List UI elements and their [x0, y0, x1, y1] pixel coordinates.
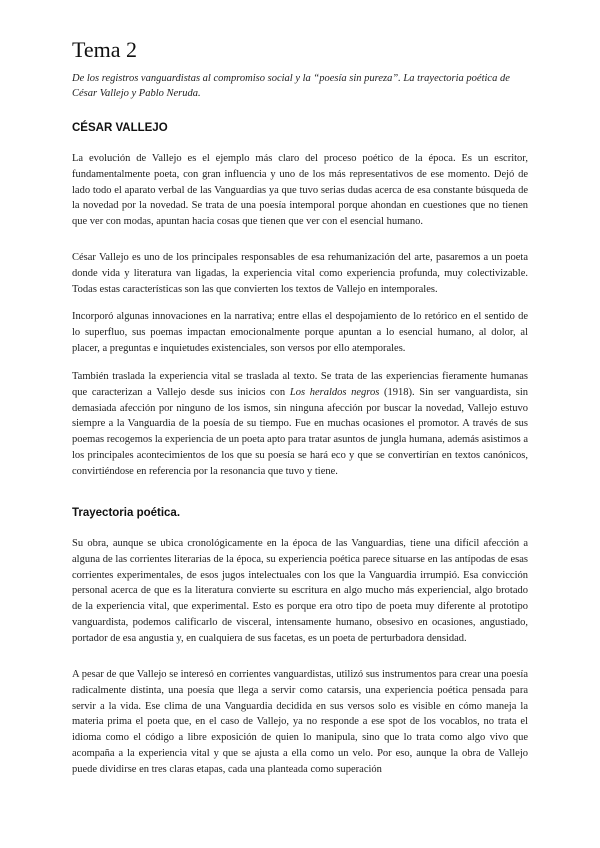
document-title: Tema 2 — [72, 37, 138, 62]
paragraph-4-text-b: (1918). Sin ser vanguardista, sin demasiada afección por ninguno de los ismos, sin ninguna afección por buscar la novedad, Vallejo estuvo siempre a la Vanguardia de la poesía de su tiempo. Fue en muchas ocasiones el promotor. A través de sus poemas recogemos la experiencia de un poeta apto para tratar asuntos de jungla humana, además asistimos a los principales acontecimientos de los que su poesía se hará eco y que se convertirían en textos canónicos, convirtiéndose en referencia por la resonancia que tuvo y tiene. — [72, 386, 529, 477]
paragraph-1: La evolución de Vallejo es el ejemplo más claro del proceso poético de la época. Es un escritor, fundamentalmente poeta, con gran influencia y uno de los más representativos de ese momento. Dejó de lado todo el aparato verbal de las Vanguardias ya que tuvo serias dudas acerca de esa constante búsqueda de la novedad por la novedad. Se trata de una poesía intemporal porque ahondan en cuestiones que no tienen que ver con modas, apuntan hacia cosas que tienen que ver con el esencial humano. — [72, 153, 528, 228]
paragraph-4 — [72, 369, 528, 480]
section-heading-trayectoria: Trayectoria poética. — [72, 507, 181, 519]
paragraph-5: Su obra, aunque se ubica cronológicamente en la época de las Vanguardias, tiene una difícil afección a alguna de las corrientes literarias de la época, su experiencia poética parece situarse en las antípodas de esas corrientes experimentales, de esos jugos intelectuales con los que la Vanguardia irrumpió. Esa convicción personal acerca de que es la literatura convierte su escritura en algo mucho más experiencial, algo brotado de la experiencia vital, que experimental. Esto es porque era otro tipo de poeta muy diferente al prototipo vanguardista, podemos calificarlo de visceral, intensamente humano, obsesivo en ocasiones, angustiado, portador de esa angustia y, en cualquiera de sus facetas, es un poeta de perturbadora densidad. — [72, 538, 528, 644]
section-heading-cesar-vallejo: CÉSAR VALLEJO — [72, 122, 168, 134]
paragraph-3: Incorporó algunas innovaciones en la narrativa; entre ellas el despojamiento de lo retórico en el sentido de lo superfluo, sus poemas impactan emocionalmente porque apuntan a lo esencial humano, al dolor, al placer, a preguntas e inquietudes existenciales, son versos por ello atemporales. — [72, 311, 528, 354]
document-subtitle: De los registros vanguardistas al compromiso social y la “poesía sin pureza”. La trayectoria poética de César Vallejo y Pablo Neruda. — [72, 73, 510, 99]
paragraph-6: A pesar de que Vallejo se interesó en corrientes vanguardistas, utilizó sus instrumentos para crear una poesía radicalmente distinta, una poesía que llega a servir como catarsis, una experiencia poética pensada para servir a la vida. Ese clima de una Vanguardia decidida en sus versos solo es visible en cómo maneja la materia prima el poeta que, en el caso de Vallejo, ya no responde a ese spot de los vocablos, no trata el idioma como el código a libre exposición de quien lo manipula, sino que lo trata como algo vivo que acompaña a la experiencia vital y que se ajusta a ella como un velo. Por eso, aunque la obra de Vallejo puede dividirse en tres claras etapas, cada una planteada como superación — [72, 669, 528, 775]
paragraph-4-text-a: También traslada la experiencia vital se traslada al texto. Se trata de las experiencias fieramente humanas que caracterizan a Vallejo desde sus inicios con — [72, 371, 528, 398]
book-title-los-heraldos-negros: Los heraldos negros — [289, 386, 380, 398]
paragraph-2: César Vallejo es uno de los principales responsables de esa rehumanización del arte, pasaremos a un poeta donde vida y literatura van ligadas, la experiencia vital como experiencia profunda, muy colectivizable. Todas estas características son las que convierten los textos de Vallejo en intemporales. — [72, 252, 528, 295]
